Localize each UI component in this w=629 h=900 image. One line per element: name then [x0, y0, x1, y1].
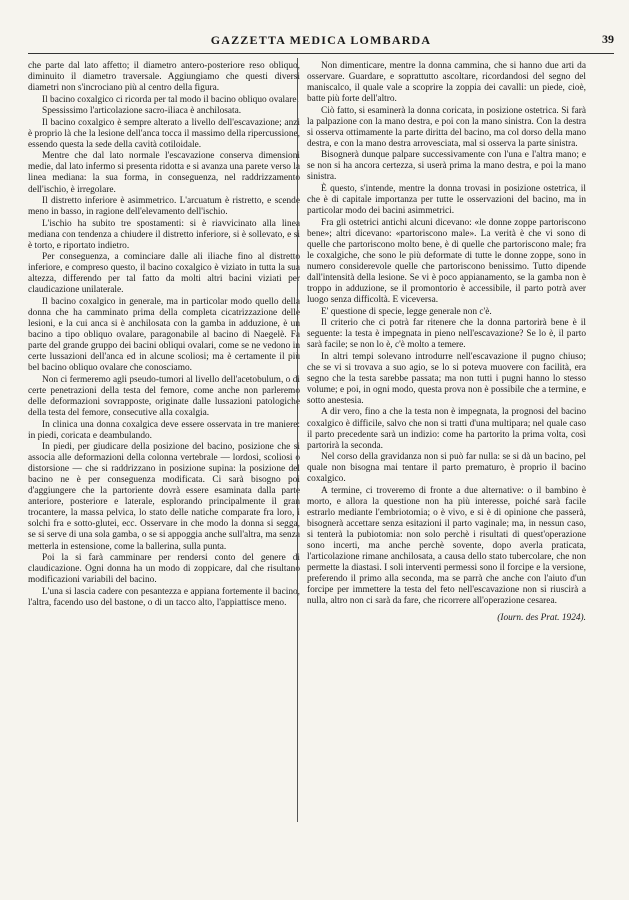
header-rule	[28, 53, 614, 54]
paragraph: L'una si lascia cadere con pesantezza e appiana fortemente il bacino, l'altra, facendo uso del bastone, o di un tacco alto, l'appiattisce meno.	[28, 586, 300, 608]
paragraph: A dir vero, fino a che la testa non è impegnata, la prognosi del bacino coxalgico è difficile, salvo che non si tratti d'una multipara; nel quale caso il parto precedente sarà un indizio: come ha partorito la prima volta, così partorirà la seconda.	[307, 407, 586, 451]
paragraph: Il distretto inferiore è asimmetrico. L'arcuatum è ristretto, e scende meno in basso, in ragione dell'elevamento dell'ischio.	[28, 196, 300, 218]
paragraph: Nel corso della gravidanza non si può far nulla: se si dà un bacino, pel quale non bisogna mai tentare il parto prematuro, è proprio il bacino coxalgico.	[307, 452, 586, 485]
running-header	[28, 31, 614, 49]
paragraph: Ciò fatto, si esaminerà la donna coricata, in posizione ostetrica. Si farà la palpazione con la mano destra, e poi con la mano sinistra. Con la destra si osserva ottimamente la parte diritta del bacino, ma col dorso della mano destra, e con la mano destra arrovesciata, mal si osserva la parte sinistra.	[307, 105, 586, 149]
paragraph: A termine, ci troveremo di fronte a due alternative: o il bambino è morto, e allora la questione non ha più interesse, poiché sarà facile estrarlo mediante l'embriotomia; o è vivo, e si è di opinione che passerà, bisognerà accettare senza esitazioni il parto vaginale; ma, in nessun caso, si tenterà la pubiotomia: non solo perchè i risultati di quest'operazione sono incerti, ma anche perchè sovente, dopo averla praticata, l'articolazione rimane anchilosata, a causa dello stato tubercolare, che non permette la diastasi. I soli interventi permessi sono il forcipe e la versione, preferendo il primo alla seconda, ma se parrà che anche con l'aiuto d'un forcipe per immettere la testa del feto nell'escavazione non si riuscirà a nulla, altro non ci sarà da fare, che ricorrere all'operazione cesarea.	[307, 485, 586, 607]
page-number: 39	[602, 32, 614, 46]
paragraph: Il bacino coxalgico in generale, ma in particolar modo quello della donna che ha camminato prima della completa cicatrizzazione delle lesioni, e la cui anca si è anchilosata con la gamba in adduzione, è un bacino a tipo obliquo ovalare, paragonabile al bacino di Naegelè. Fa parte del grande gruppo dei bacini obliqui ovalari, come se ne vedono in certe lussazioni dell'anca ed in alcune scoliosi; ma è certamente il più bel bacino obliquo ovalare che conosciamo.	[28, 296, 300, 374]
paragraph: Il criterio che ci potrà far ritenere che la donna partorirà bene è il seguente: la testa è impegnata in pieno nell'escavazione? Se lo è, il parto sarà facile; se non lo è, c'è molto a temere.	[307, 318, 586, 351]
paragraph: È questo, s'intende, mentre la donna trovasi in posizione ostetrica, il che è di capitale importanza per tutte le osservazioni del bacino, ma in particolar modo dei bacini asimmetrici.	[307, 184, 586, 217]
citation: (Iourn. des Prat. 1924).	[497, 613, 586, 624]
paragraph: che parte dal lato affetto; il diametro antero-posteriore reso obliquo, diminuito il diametro traversale. Aggiungiamo che questi diversi diametri non s'incrociano più al centro della figura.	[28, 61, 300, 94]
paragraph: Spessissimo l'articolazione sacro-iliaca è anchilosata.	[42, 106, 242, 117]
paragraph: Mentre che dal lato normale l'escavazione conserva dimensioni medie, dal lato infermo si presenta ridotta e si avanza una parete verso la linea mediana: la sua forma, in conseguenza, nel raddrizzamento dell'ischio, è irregolare.	[28, 151, 300, 195]
paragraph: Poi la si farà camminare per rendersi conto del genere di claudicazione. Ogni donna ha un modo di zoppicare, dal che risultano modificazioni variabili del bacino.	[28, 553, 300, 586]
paragraph: E' questione di specie, legge generale non c'è.	[321, 306, 492, 317]
paragraph: Non ci fermeremo agli pseudo-tumori al livello dell'acetobulum, o di certe penetrazioni della testa del femore, come anche non parleremo delle deformazioni sovrapposte, originate dalle lussazioni patologiche della testa del femore, consecutive alla coxalgia.	[28, 374, 300, 418]
journal-title: GAZZETTA MEDICA LOMBARDA	[210, 33, 432, 47]
paragraph: Il bacino coxalgico è sempre alterato a livello dell'escavazione; anzi è proprio là che la lesione dell'anca tocca il massimo della ripercussione, essendo questa la sede della cavità cotiloidale.	[28, 117, 300, 150]
paragraph: In clinica una donna coxalgica deve essere osservata in tre maniere: in piedi, coricata e deambulando.	[28, 419, 300, 441]
paragraph: Il bacino coxalgico ci ricorda per tal modo il bacino obliquo ovalare.	[42, 94, 299, 105]
paragraph: In piedi, per giudicare della posizione del bacino, posizione che si associa alle deformazioni della colonna vertebrale — lordosi, scoliosi o distorsione — che si raddrizzano in posizione supina: la posizione del bacino ne è per conseguenza modificata. Ci sarà bisogno poi d'aggiungere che la partoriente dovrà essere esaminata dalla parte anteriore, posteriore e laterale, esplorando principalmente il gran trocantere, la massa pelvica, lo stato delle natiche comparate fra loro, i solchi fra e sotto-glutei, ecc. Osservare in che modo la donna si segga, se si serve di una sola gamba, o se si appoggia anche sull'altra, ma senza metterla in estensione, come la ballerina, sulla punta.	[28, 442, 300, 552]
paragraph: Non dimenticare, mentre la donna cammina, che si hanno due arti da osservare. Guardare, e soprattutto ascoltare, ricordandosi del segno del maniscalco, il quale vale a scoprire la zoppia dei cavalli: un piede, cioè, batte più forte dell'altro.	[307, 61, 586, 105]
paragraph: Fra gli ostetrici antichi alcuni dicevano: «le donne zoppe partoriscono bene»; altri dicevano: «partoriscono male». La verità è che vi sono di quelle che partoriscono molto bene, è di quelle che partoriscono male; fra le coxalgiche, che sono le più deformate di tutte le donne zoppe, sono in numero considerevole quelle che partoriscono benissimo. Tutto dipende dall'intensità della lesione. Se vi è poco appianamento, se la gamba non è troppo in adduzione, se il promontorio è accessibile, il parto potrà aver luogo senza difficoltà. E viceversa.	[307, 217, 586, 305]
paragraph: Bisognerà dunque palpare successivamente con l'una e l'altra mano; e se non si ha ancora certezza, si userà prima la mano destra, e poi la mano sinistra.	[307, 150, 586, 183]
left-column	[28, 61, 300, 609]
paragraph: Per conseguenza, a cominciare dalle ali iliache fino al distretto inferiore, e compreso questo, il bacino coxalgico è viziato in tutta la sua altezza, differendo per tal fatto da molti altri bacini viziati per claudicazione unilaterale.	[28, 252, 300, 296]
column-divider	[297, 58, 298, 822]
paragraph: In altri tempi solevano introdurre nell'escavazione il pugno chiuso; che se vi si trovava a suo agio, se lo si poteva muovere con facilità, era segno che la testa sarebbe passata; ma non tutti i pugni hanno lo stesso volume; e poi, in ogni modo, questa prova non è possibile che a termine, e sotto anestesia.	[307, 351, 586, 406]
right-column	[307, 61, 586, 625]
paragraph: L'ischio ha subito tre spostamenti: si è riavvicinato alla linea mediana con tendenza a chiudere il distretto inferiore, si è sollevato, e si è torto, e riportato indietro.	[28, 218, 300, 251]
